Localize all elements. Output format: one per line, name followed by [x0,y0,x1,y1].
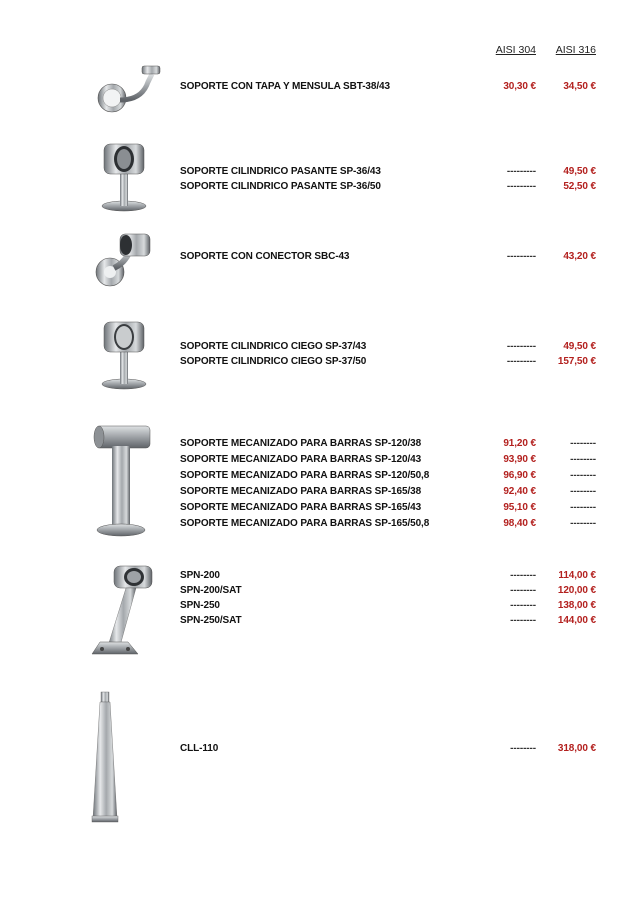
price-aisi316: 34,50 € [563,81,596,92]
product-row [180,518,600,533]
price-aisi316: 52,50 € [563,181,596,192]
price-aisi316: -------- [570,518,596,529]
cylindrical-through-support-icon [94,140,154,214]
product-name: SOPORTE CILINDRICO CIEGO SP-37/50 [180,356,367,367]
connector-support-icon [90,228,158,294]
price-aisi304: --------- [506,166,536,177]
price-aisi316: 49,50 € [563,166,596,177]
price-aisi304: 92,40 € [503,486,536,497]
product-name: SOPORTE CON TAPA Y MENSULA SBT-38/43 [180,81,390,92]
price-aisi304: -------- [510,615,536,626]
product-name: SPN-250/SAT [180,615,242,626]
column-header-aisi304: AISI 304 [495,44,536,56]
price-aisi304: -------- [510,743,536,754]
product-name: SPN-200 [180,570,220,581]
product-row [180,341,600,356]
price-aisi304: --------- [506,341,536,352]
price-aisi304: 98,40 € [503,518,536,529]
product-name: SOPORTE CILINDRICO CIEGO SP-37/43 [180,341,367,352]
price-aisi316: -------- [570,486,596,497]
price-aisi304: -------- [510,570,536,581]
product-row [180,743,600,758]
price-aisi304: 95,10 € [503,502,536,513]
product-name: SPN-250 [180,600,220,611]
product-row [180,181,600,196]
product-name: CLL-110 [180,743,219,754]
product-name: SOPORTE CILINDRICO PASANTE SP-36/43 [180,166,381,177]
price-aisi316: 114,00 € [558,570,596,581]
product-row [180,615,600,630]
product-row [180,251,600,266]
price-aisi316: 318,00 € [557,743,596,754]
price-aisi304: 30,30 € [503,81,536,92]
product-name: SOPORTE MECANIZADO PARA BARRAS SP-165/50,8 [180,518,430,529]
price-aisi304: -------- [510,585,536,596]
product-row [180,438,600,453]
product-row [180,486,600,501]
price-aisi316: 49,50 € [563,341,596,352]
product-row [180,570,600,585]
product-row [180,81,600,96]
cylindrical-blind-support-icon [94,318,154,392]
wall-bracket-with-cap-icon [92,60,172,122]
price-aisi316: -------- [570,502,596,513]
product-row [180,470,600,485]
product-row [180,502,600,517]
product-name: SOPORTE MECANIZADO PARA BARRAS SP-120/50,8 [180,470,430,481]
product-name: SOPORTE MECANIZADO PARA BARRAS SP-120/43 [180,454,422,465]
price-aisi304: 93,90 € [503,454,536,465]
product-row [180,585,600,600]
product-row [180,454,600,469]
product-name: SOPORTE MECANIZADO PARA BARRAS SP-165/43 [180,502,422,513]
product-name: SOPORTE CON CONECTOR SBC-43 [180,251,350,262]
price-aisi304: --------- [506,181,536,192]
product-row [180,600,600,615]
tall-post-icon [90,690,120,826]
price-aisi304: --------- [506,356,536,367]
price-aisi316: -------- [570,470,596,481]
product-row [180,356,600,371]
price-aisi304: 91,20 € [503,438,536,449]
price-aisi304: 96,90 € [503,470,536,481]
angled-post-support-icon [86,562,160,662]
price-aisi304: -------- [510,600,536,611]
price-aisi316: 43,20 € [563,251,596,262]
price-aisi304: --------- [506,251,536,262]
price-aisi316: 120,00 € [557,585,596,596]
product-name: SOPORTE MECANIZADO PARA BARRAS SP-165/38 [180,486,422,497]
price-aisi316: -------- [570,454,596,465]
product-name: SOPORTE CILINDRICO PASANTE SP-36/50 [180,181,381,192]
price-aisi316: 144,00 € [557,615,596,626]
price-aisi316: -------- [570,438,596,449]
product-row [180,166,600,181]
machined-bar-support-icon [88,420,158,540]
product-name: SPN-200/SAT [180,585,242,596]
column-header-aisi316: AISI 316 [555,44,596,56]
product-name: SOPORTE MECANIZADO PARA BARRAS SP-120/38 [180,438,422,449]
price-aisi316: 157,50 € [557,356,596,367]
price-aisi316: 138,00 € [557,600,596,611]
